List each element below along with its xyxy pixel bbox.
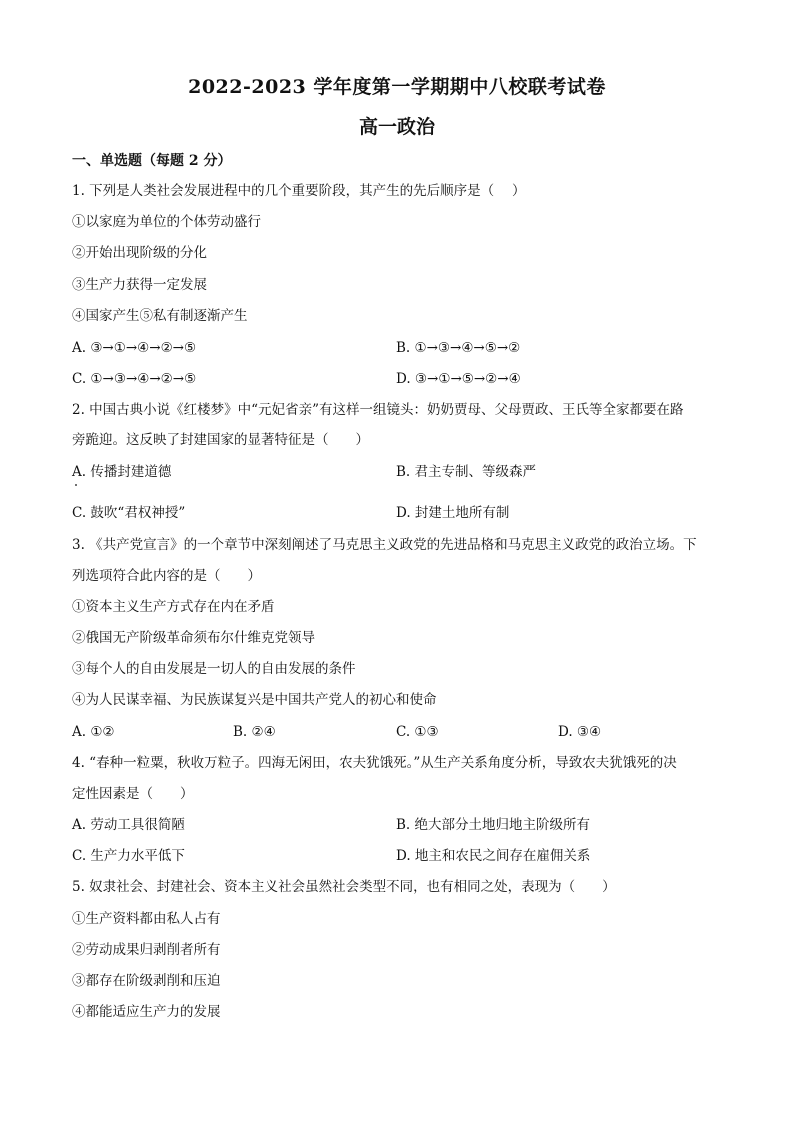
exam-subtitle: 高一政治 [358, 116, 435, 138]
question-4-stem-line-2: 定性因素是（ ） [72, 786, 194, 802]
question-1-option-d: D. ③→①→⑤→②→④ [396, 371, 521, 387]
question-3-item: ④为人民谋幸福、为民族谋复兴是中国共产党人的初心和使命 [72, 692, 437, 708]
question-5-item: ①生产资料都由私人占有 [72, 911, 221, 927]
question-1-stem: 1. 下列是人类社会发展进程中的几个重要阶段，其产生的先后顺序是（ ） [72, 183, 526, 199]
question-4-option-b: B. 绝大部分土地归地主阶级所有 [396, 817, 591, 833]
question-4-option-d: D. 地主和农民之间存在雇佣关系 [396, 848, 591, 864]
question-4-option-a: A. 劳动工具很简陋 [72, 817, 185, 833]
question-2-option-d: D. 封建土地所有制 [396, 505, 510, 521]
question-4-stem-line-1: 4. “春种一粒粟，秋收万粒子。四海无闲田，农夫犹饿死。”从生产关系角度分析，导致农夫犹饿死的决 [72, 755, 677, 771]
question-3-option-a: A. ①② [72, 724, 115, 740]
question-3-stem-line-2: 列选项符合此内容的是（ ） [72, 568, 261, 584]
question-5-stem: 5. 奴隶社会、封建社会、资本主义社会虽然社会类型不同，也有相同之处，表现为（ ） [72, 879, 616, 895]
question-1-item: ①以家庭为单位的个体劳动盛行 [72, 214, 261, 230]
question-5-item: ④都能适应生产力的发展 [72, 1004, 221, 1020]
exam-title: 2022-2023 学年度第一学期期中八校联考试卷 [188, 76, 606, 98]
question-2-stem-line-1: 2. 中国古典小说《红楼梦》中“元妃省亲”有这样一组镜头：奶奶贾母、父母贾政、王氏等全家都要在路 [72, 402, 684, 418]
question-1-item: ④国家产生⑤私有制逐渐产生 [72, 308, 248, 324]
question-3-option-d: D. ③④ [558, 724, 602, 740]
section-heading: 一、单选题（每题 2 分） [72, 153, 232, 169]
question-4-option-c: C. 生产力水平低下 [72, 848, 185, 864]
question-1-item: ③生产力获得一定发展 [72, 277, 207, 293]
question-2-option-a: A. 传播封建道德 [72, 464, 172, 480]
question-5-item: ③都存在阶级剥削和压迫 [72, 973, 221, 989]
question-2-stem-line-2: 旁跪迎。这反映了封建国家的显著特征是（ ） [72, 432, 369, 448]
question-3-item: ③每个人的自由发展是一切人的自由发展的条件 [72, 661, 356, 677]
question-3-item: ②俄国无产阶级革命须布尔什维克党领导 [72, 630, 315, 646]
question-2-option-c: C. 鼓吹“君权神授” [72, 505, 186, 521]
question-3-stem-line-1: 3. 《共产党宣言》的一个章节中深刻阐述了马克思主义政党的先进品格和马克思主义政党的政治立场。下 [72, 537, 697, 553]
question-2-option-b: B. 君主专制、等级森严 [396, 464, 537, 480]
question-3-option-b: B. ②④ [233, 724, 276, 740]
question-1-option-c: C. ①→③→④→②→⑤ [72, 371, 197, 387]
stray-dot [75, 484, 77, 486]
question-5-item: ②劳动成果归剥削者所有 [72, 942, 221, 958]
question-3-option-c: C. ①③ [396, 724, 439, 740]
question-3-item: ①资本主义生产方式存在内在矛盾 [72, 599, 275, 615]
question-1-option-b: B. ①→③→④→⑤→② [396, 340, 521, 356]
question-1-item: ②开始出现阶级的分化 [72, 245, 207, 261]
question-1-option-a: A. ③→①→④→②→⑤ [72, 340, 197, 356]
